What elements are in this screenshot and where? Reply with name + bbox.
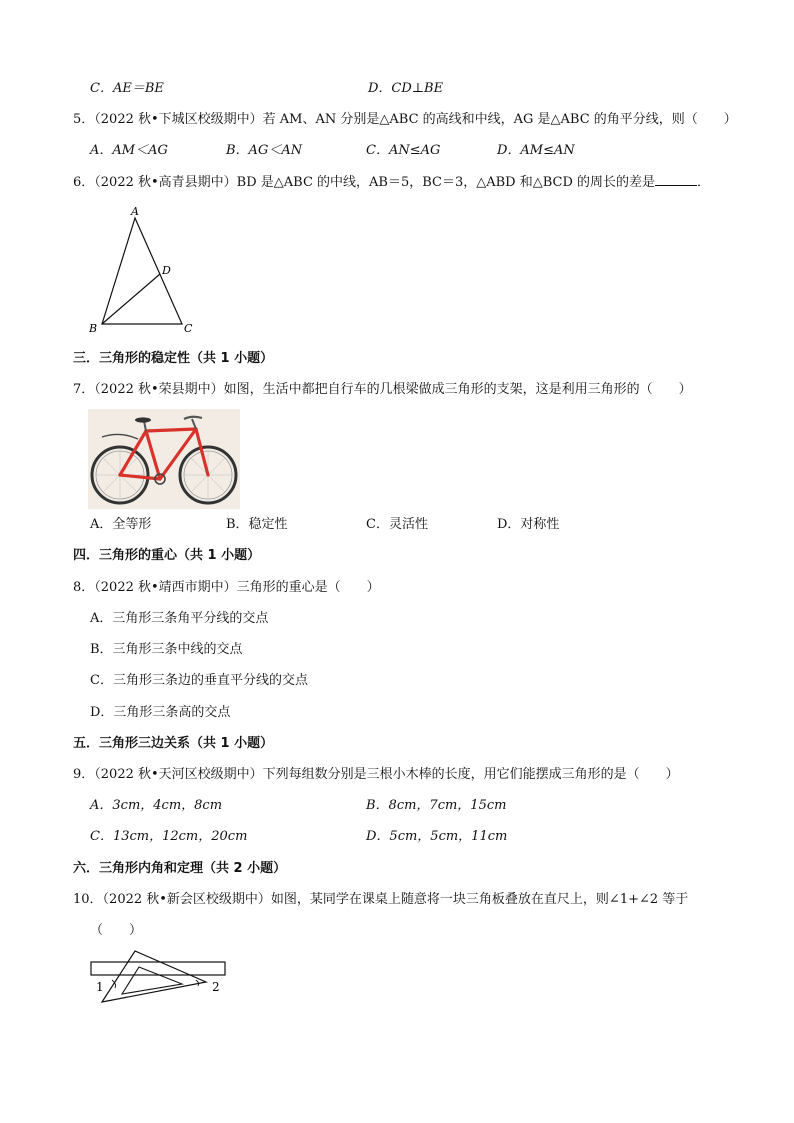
q5-stem: 5．（2022 秋•下城区校级期中）若 AM、AN 分别是△ABC 的高线和中线，AG 是△ABC 的角平分线，则（ ） — [73, 112, 737, 127]
q10-stem: 10．（2022 秋•新会区校级期中）如图，某同学在课桌上随意将一块三角板叠放在直尺上，则∠1+∠2 等于 — [73, 892, 689, 907]
angle-2-label: 2 — [212, 980, 220, 994]
q8-option-a: A．三角形三条角平分线的交点 — [90, 611, 269, 626]
section-heading-6: 六．三角形内角和定理（共 2 小题） — [73, 861, 287, 876]
q6-stem-text: 6．（2022 秋•高青县期中）BD 是△ABC 的中线，AB＝5，BC＝3，△ABD 和△BCD 的周长的差是 — [73, 175, 656, 190]
q7-option-c: C．灵活性 — [366, 517, 428, 532]
label-a: A — [131, 205, 139, 218]
q9-option-b: B．8cm，7cm，15cm — [366, 798, 507, 813]
q5-option-d: D．AM≤AN — [497, 143, 575, 158]
q7-option-b: B．稳定性 — [226, 517, 288, 532]
q9-option-d: D．5cm，5cm，11cm — [366, 829, 508, 844]
q6-stem — [73, 173, 710, 192]
q7-stem: 7．（2022 秋•荣县期中）如图，生活中都把自行车的几根梁做成三角形的支架，这是利用三角形的（ ） — [73, 382, 692, 397]
q8-stem: 8．（2022 秋•靖西市期中）三角形的重心是（ ） — [73, 580, 380, 595]
q8-option-c: C．三角形三条边的垂直平分线的交点 — [90, 673, 308, 688]
q4-option-c: C．AE＝BE — [90, 81, 164, 96]
q5-option-b: B．AG＜AN — [226, 143, 303, 158]
answer-blank — [655, 173, 697, 186]
q9-stem: 9．（2022 秋•天河区校级期中）下列每组数分别是三根小木棒的长度，用它们能摆成三角形的是（ ） — [73, 767, 679, 782]
section-heading-4: 四．三角形的重心（共 1 小题） — [73, 548, 261, 563]
q9-option-c: C．13cm，12cm，20cm — [90, 829, 248, 844]
section-heading-5: 五．三角形三边关系（共 1 小题） — [73, 736, 274, 751]
q4-option-d: D．CD⊥BE — [368, 81, 444, 96]
q5-option-c: C．AN≤AG — [366, 143, 441, 158]
label-c: C — [184, 322, 193, 335]
bicycle-image — [88, 409, 240, 509]
q8-option-b: B．三角形三条中线的交点 — [90, 642, 243, 657]
angle-1-label: 1 — [96, 980, 104, 994]
q8-option-d: D．三角形三条高的交点 — [90, 705, 231, 720]
q10-stem-paren: （ ） — [90, 923, 143, 938]
q9-option-a: A．3cm，4cm，8cm — [90, 798, 223, 813]
section-heading-3: 三．三角形的稳定性（共 1 小题） — [73, 351, 274, 366]
q5-option-a: A．AM＜AG — [90, 143, 168, 158]
label-b: B — [89, 322, 98, 335]
triangle-abc-figure — [85, 202, 200, 337]
ruler-triangle-figure — [88, 948, 230, 1008]
q7-option-d: D．对称性 — [497, 517, 560, 532]
q7-option-a: A．全等形 — [90, 517, 152, 532]
q6-stem-end: ． — [697, 175, 711, 190]
label-d: D — [162, 264, 171, 277]
